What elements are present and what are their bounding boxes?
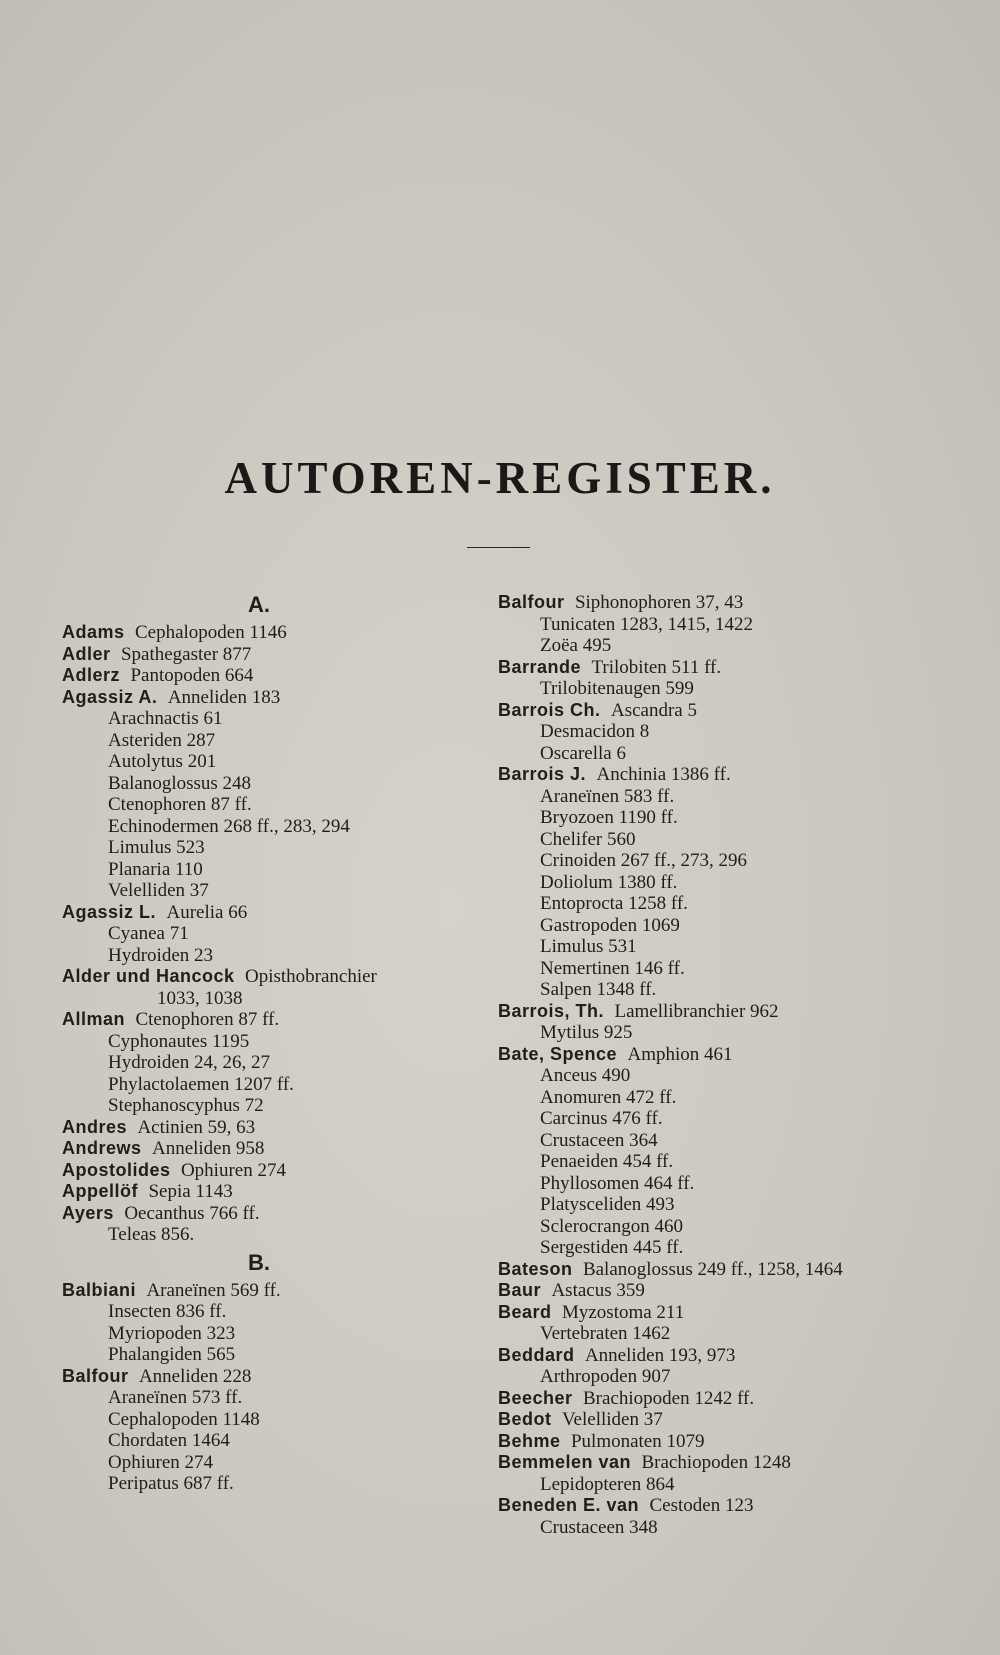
index-subentry: Myriopoden 323 bbox=[108, 1322, 236, 1344]
index-subentry: Zoëa 495 bbox=[540, 635, 612, 656]
author-name: Appellöf bbox=[62, 1181, 138, 1201]
index-subentry: Nemertinen 146 ff. bbox=[540, 957, 685, 979]
topic-reference: Ctenophoren 87 ff. bbox=[135, 1009, 280, 1030]
topic-reference: Aurelia 66 bbox=[166, 901, 248, 923]
index-subentry: Crustaceen 364 bbox=[540, 1129, 658, 1151]
index-subentry: Tunicaten 1283, 1415, 1422 bbox=[540, 613, 754, 635]
author-name: Andrews bbox=[62, 1138, 142, 1158]
topic-reference: Ophiuren 274 bbox=[180, 1159, 286, 1181]
topic-reference: Anneliden 183 bbox=[167, 686, 281, 708]
author-name: Barrois, Th. bbox=[498, 1000, 605, 1021]
index-subentry: Arthropoden 907 bbox=[540, 1366, 671, 1387]
index-subentry: Doliolum 1380 ff. bbox=[540, 871, 678, 893]
index-subentry: Phyllosomen 464 ff. bbox=[540, 1172, 695, 1194]
index-entry bbox=[62, 966, 502, 988]
index-subentry: Asteriden 287 bbox=[108, 729, 216, 751]
topic-reference: Velelliden 37 bbox=[561, 1409, 663, 1430]
index-subentry: Arachnactis 61 bbox=[108, 708, 223, 729]
index-subentry: Cephalopoden 1148 bbox=[108, 1408, 260, 1430]
topic-reference: Myzostoma 211 bbox=[561, 1301, 685, 1323]
index-entry bbox=[62, 1203, 502, 1225]
index-subentry: Hydroiden 24, 26, 27 bbox=[108, 1052, 271, 1073]
index-subentry: Chelifer 560 bbox=[540, 828, 636, 850]
index-entry bbox=[498, 1452, 938, 1474]
index-entry bbox=[498, 1001, 938, 1023]
author-name: Adler bbox=[62, 643, 111, 664]
author-name: Balbiani bbox=[62, 1279, 137, 1300]
author-name: Bedot bbox=[498, 1409, 552, 1429]
index-entry bbox=[62, 1138, 502, 1160]
index-entry bbox=[498, 1388, 938, 1410]
topic-reference: Pantopoden 664 bbox=[130, 665, 254, 686]
author-name: Barrois Ch. bbox=[498, 699, 601, 720]
topic-reference: Oecanthus 766 ff. bbox=[124, 1202, 260, 1224]
index-subentry: 1033, 1038 bbox=[157, 987, 243, 1009]
index-subentry: Araneïnen 573 ff. bbox=[108, 1387, 243, 1408]
index-subentry: Salpen 1348 ff. bbox=[540, 979, 657, 1000]
index-subentry: Hydroiden 23 bbox=[108, 944, 214, 966]
topic-reference: Trilobiten 511 ff. bbox=[591, 656, 722, 678]
index-subentry: Cyphonautes 1195 bbox=[108, 1030, 250, 1052]
index-subentry: Velelliden 37 bbox=[108, 880, 209, 901]
topic-reference: Brachiopoden 1248 bbox=[641, 1452, 791, 1473]
index-entry bbox=[498, 700, 938, 722]
topic-reference: Pulmonaten 1079 bbox=[570, 1430, 705, 1452]
index-subentry: Stephanoscyphus 72 bbox=[108, 1095, 264, 1116]
topic-reference: Spathegaster 877 bbox=[120, 643, 252, 665]
index-entry bbox=[498, 657, 938, 679]
index-entry bbox=[62, 902, 502, 924]
index-subentry: Insecten 836 ff. bbox=[108, 1301, 227, 1322]
author-name: Balfour bbox=[498, 592, 565, 612]
index-entry bbox=[62, 1160, 502, 1182]
index-subentry: Crustaceen 348 bbox=[540, 1516, 658, 1538]
index-subentry: Trilobitenaugen 599 bbox=[540, 678, 694, 699]
author-name: Adams bbox=[62, 622, 125, 642]
index-entry bbox=[62, 622, 502, 644]
author-name: Bemmelen van bbox=[498, 1452, 632, 1472]
title-divider bbox=[467, 547, 530, 548]
section-letter: B. bbox=[248, 1249, 270, 1275]
index-subentry: Ctenophoren 87 ff. bbox=[108, 794, 252, 815]
index-subentry: Gastropoden 1069 bbox=[540, 914, 680, 936]
author-name: Adlerz bbox=[62, 665, 121, 685]
index-subentry: Penaeiden 454 ff. bbox=[540, 1151, 674, 1172]
author-name: Barrande bbox=[498, 656, 582, 677]
index-entry bbox=[498, 1345, 938, 1367]
topic-reference: Anchinia 1386 ff. bbox=[596, 764, 731, 785]
author-name: Apostolides bbox=[62, 1159, 171, 1180]
author-name: Bateson bbox=[498, 1258, 573, 1279]
index-column-right bbox=[498, 592, 938, 1538]
index-entry bbox=[62, 1280, 502, 1302]
index-subentry: Araneïnen 583 ff. bbox=[540, 785, 675, 807]
index-subentry: Anceus 490 bbox=[540, 1065, 631, 1086]
section-letter: A. bbox=[248, 592, 270, 617]
topic-reference: Astacus 359 bbox=[551, 1280, 645, 1301]
index-subentry: Chordaten 1464 bbox=[108, 1430, 230, 1451]
index-subentry: Bryozoen 1190 ff. bbox=[540, 807, 678, 828]
index-entry bbox=[62, 1366, 502, 1388]
index-entry bbox=[498, 1302, 938, 1324]
topic-reference: Cephalopoden 1146 bbox=[134, 622, 287, 643]
topic-reference: Amphion 461 bbox=[627, 1043, 733, 1065]
author-name: Bate, Spence bbox=[498, 1043, 618, 1064]
index-subentry: Carcinus 476 ff. bbox=[540, 1108, 663, 1129]
index-entry bbox=[498, 1495, 938, 1517]
index-subentry: Desmacidon 8 bbox=[540, 721, 650, 742]
index-subentry: Cyanea 71 bbox=[108, 923, 189, 944]
topic-reference: Anneliden 228 bbox=[138, 1365, 252, 1387]
index-subentry: Limulus 531 bbox=[540, 936, 637, 957]
index-subentry: Sclerocrangon 460 bbox=[540, 1215, 683, 1237]
topic-reference: Brachiopoden 1242 ff. bbox=[582, 1387, 755, 1409]
topic-reference: Lamellibranchier 962 bbox=[614, 1000, 779, 1022]
index-subentry: Anomuren 472 ff. bbox=[540, 1086, 677, 1108]
index-subentry: Oscarella 6 bbox=[540, 742, 626, 764]
author-name: Barrois J. bbox=[498, 764, 587, 784]
topic-reference: Opisthobranchier bbox=[244, 966, 377, 987]
index-subentry: Echinodermen 268 ff., 283, 294 bbox=[108, 815, 350, 837]
topic-reference: Anneliden 958 bbox=[151, 1138, 265, 1159]
index-column-left bbox=[62, 588, 502, 1495]
topic-reference: Siphonophoren 37, 43 bbox=[574, 592, 744, 613]
author-name: Andres bbox=[62, 1116, 128, 1137]
topic-reference: Araneïnen 569 ff. bbox=[146, 1279, 281, 1301]
author-name: Baur bbox=[498, 1280, 542, 1300]
author-name: Beddard bbox=[498, 1344, 575, 1365]
index-subentry: Phalangiden 565 bbox=[108, 1344, 236, 1365]
author-name: Alder und Hancock bbox=[62, 966, 235, 986]
author-name: Behme bbox=[498, 1430, 561, 1451]
topic-reference: Ascandra 5 bbox=[610, 699, 697, 721]
author-name: Beecher bbox=[498, 1387, 573, 1408]
author-name: Agassiz A. bbox=[62, 686, 158, 707]
index-subentry: Sergestiden 445 ff. bbox=[540, 1237, 684, 1258]
index-subentry: Autolytus 201 bbox=[108, 751, 217, 772]
topic-reference: Sepia 1143 bbox=[148, 1181, 233, 1202]
index-entry bbox=[62, 1181, 502, 1203]
index-subentry: Platysceliden 493 bbox=[540, 1194, 675, 1215]
index-entry bbox=[498, 592, 938, 614]
index-subentry: Lepidopteren 864 bbox=[540, 1473, 675, 1495]
author-name: Beard bbox=[498, 1301, 552, 1322]
index-entry bbox=[498, 764, 938, 786]
index-subentry: Planaria 110 bbox=[108, 858, 203, 880]
topic-reference: Cestoden 123 bbox=[649, 1495, 754, 1516]
index-entry bbox=[62, 687, 502, 709]
index-entry bbox=[62, 1117, 502, 1139]
index-subentry: Balanoglossus 248 bbox=[108, 772, 252, 794]
index-subentry: Mytilus 925 bbox=[540, 1022, 633, 1043]
index-subentry: Entoprocta 1258 ff. bbox=[540, 893, 688, 914]
author-name: Ayers bbox=[62, 1202, 114, 1223]
index-subentry: Teleas 856. bbox=[108, 1224, 195, 1245]
topic-reference: Anneliden 193, 973 bbox=[584, 1344, 736, 1366]
index-entry bbox=[498, 1044, 938, 1066]
topic-reference: Actinien 59, 63 bbox=[137, 1116, 256, 1138]
index-entry bbox=[62, 644, 502, 666]
author-name: Balfour bbox=[62, 1365, 129, 1386]
author-name: Agassiz L. bbox=[62, 901, 157, 922]
index-entry bbox=[498, 1431, 938, 1453]
index-subentry: Vertebraten 1462 bbox=[540, 1323, 671, 1344]
index-subentry: Crinoiden 267 ff., 273, 296 bbox=[540, 850, 748, 871]
topic-reference: Balanoglossus 249 ff., 1258, 1464 bbox=[582, 1258, 843, 1280]
index-subentry: Phylactolaemen 1207 ff. bbox=[108, 1073, 294, 1095]
index-entry bbox=[498, 1409, 938, 1431]
index-subentry: Ophiuren 274 bbox=[108, 1451, 214, 1473]
index-entry bbox=[498, 1280, 938, 1302]
author-name: Allman bbox=[62, 1009, 126, 1029]
page-title: AUTOREN-REGISTER. bbox=[224, 453, 776, 503]
index-entry bbox=[62, 1009, 502, 1031]
index-subentry: Limulus 523 bbox=[108, 837, 205, 858]
author-name: Beneden E. van bbox=[498, 1495, 640, 1515]
index-entry bbox=[62, 665, 502, 687]
index-subentry: Peripatus 687 ff. bbox=[108, 1473, 234, 1494]
index-entry bbox=[498, 1259, 938, 1281]
